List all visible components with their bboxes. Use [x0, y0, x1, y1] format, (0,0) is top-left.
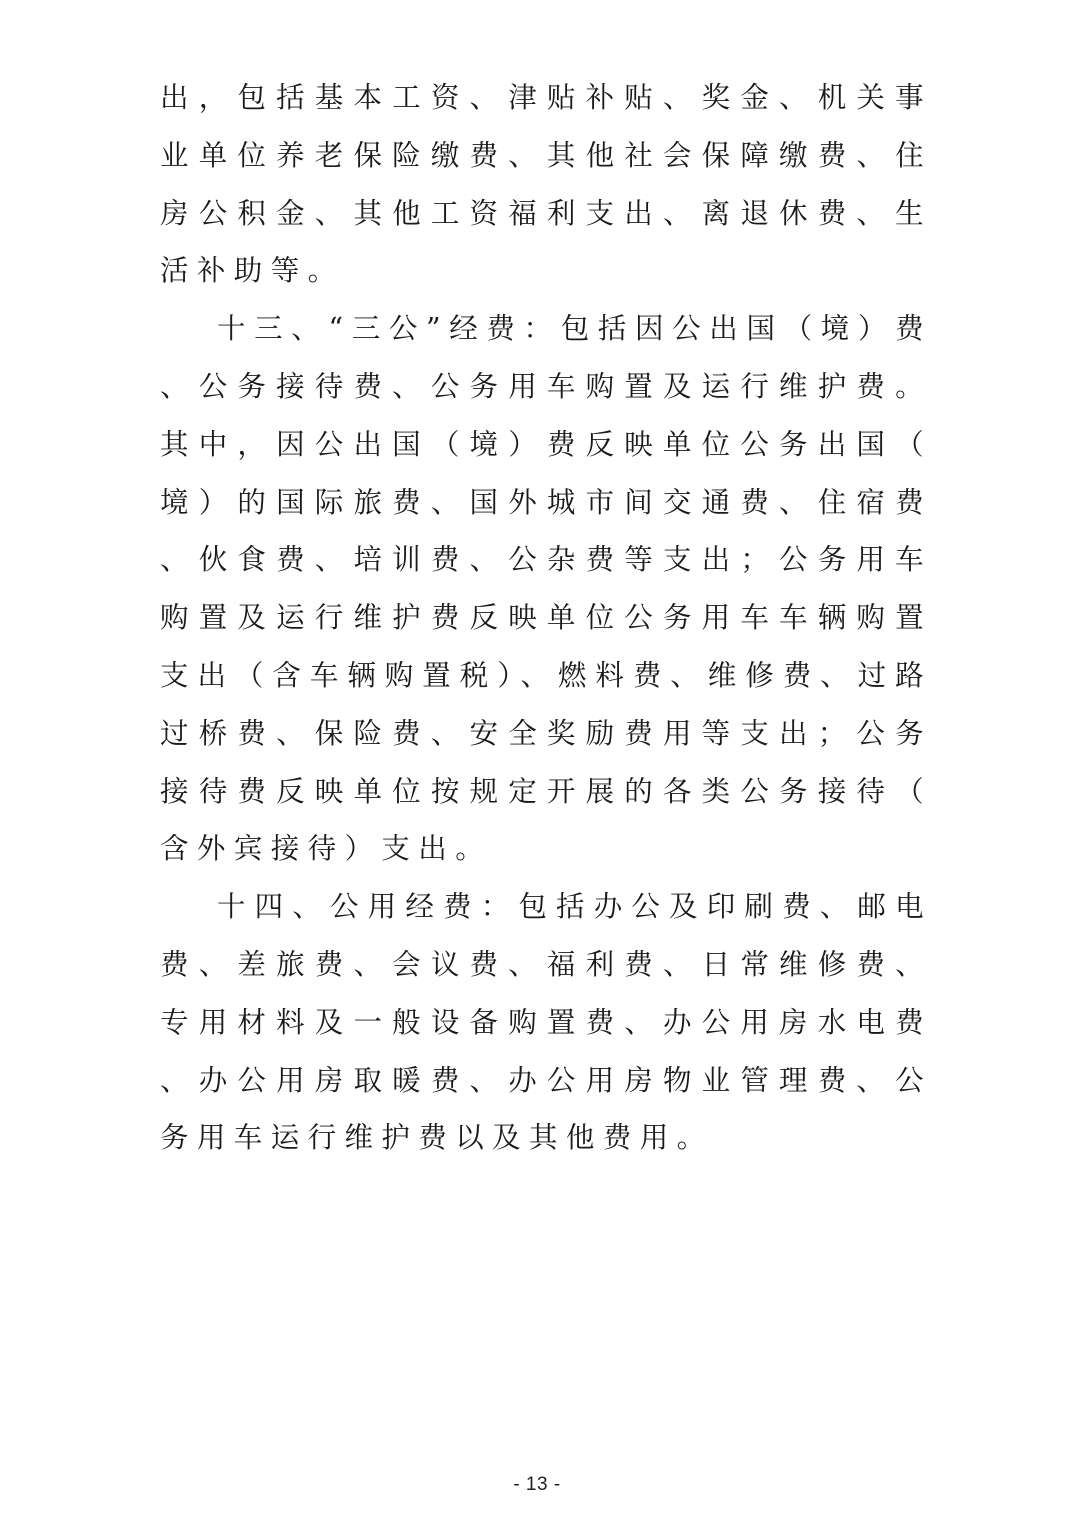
page-number: - 13 -	[513, 1474, 561, 1495]
paragraph-section-14: 十四、公用经费：包括办公及印刷费、邮电费、差旅费、会议费、福利费、日常维修费、专用材料及一般设备购置费、办公用房水电费、办公用房取暖费、办公用房物业管理费、公务用车运行维护费以及其他费用。	[160, 890, 932, 1155]
body-text	[160, 69, 932, 1167]
paragraph-continuation: 出，包括基本工资、津贴补贴、奖金、机关事业单位养老保险缴费、其他社会保障缴费、住房公积金、其他工资福利支出、离退休费、生活补助等。	[160, 81, 932, 288]
paragraph-section-13: 十三、“三公”经费：包括因公出国（境）费、公务接待费、公务用车购置及运行维护费。其中，因公出国（境）费反映单位公务出国（境）的国际旅费、国外城市间交通费、住宿费、伙食费、培训费、公杂费等支出；公务用车购置及运行维护费反映单位公务用车车辆购置支出（含车辆购置税）、燃料费、维修费、过路过桥费、保险费、安全奖励费用等支出；公务接待费反映单位按规定开展的各类公务接待（含外宾接待）支出。	[160, 312, 932, 866]
